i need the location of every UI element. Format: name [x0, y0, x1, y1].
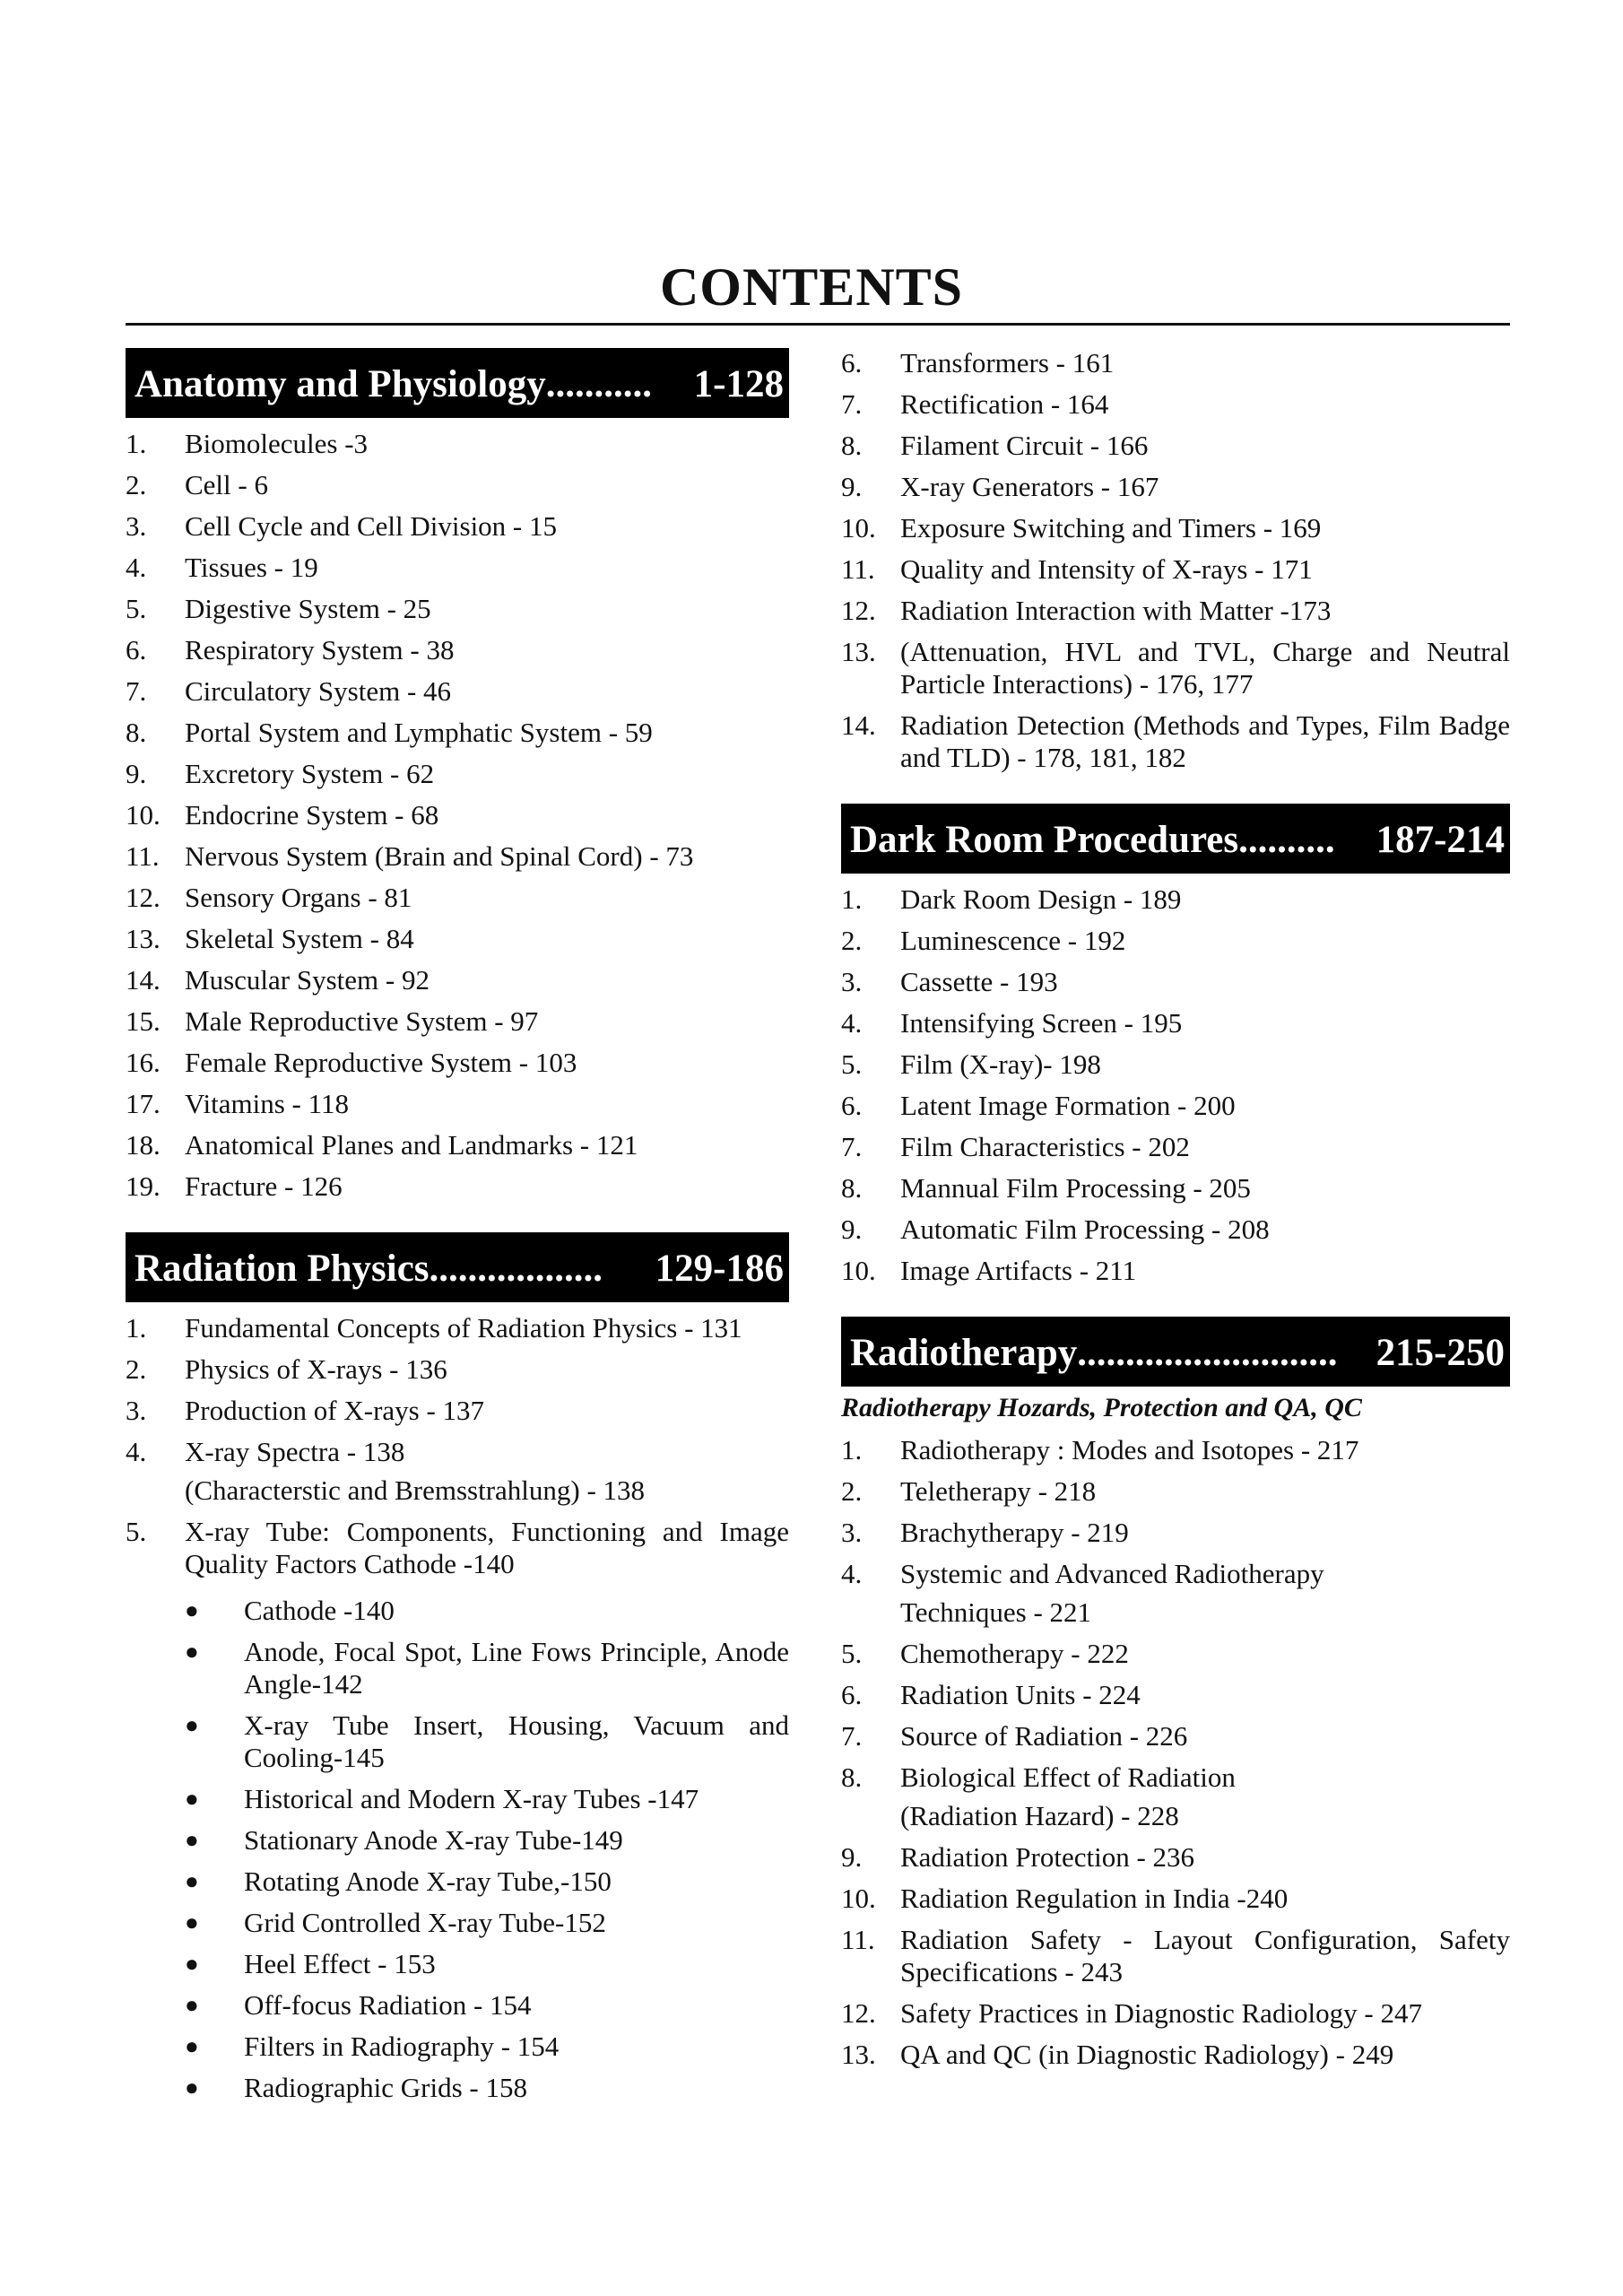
chapter-entry[interactable] — [126, 1511, 789, 1585]
chapter-entry[interactable] — [841, 1471, 1510, 1512]
chapter-entry[interactable] — [126, 547, 789, 588]
chapter-number: 1. — [126, 1312, 147, 1344]
subtopic-entry[interactable] — [126, 1820, 789, 1861]
chapter-list-physics — [126, 1308, 789, 1585]
chapter-number: 5. — [841, 1638, 863, 1669]
subtopic-title: Stationary Anode X-ray Tube-149 — [244, 1824, 623, 1856]
chapter-number: 1. — [126, 428, 147, 459]
section-page-range: 1-128 — [693, 363, 784, 405]
chapter-number: 7. — [841, 1131, 863, 1162]
chapter-entry[interactable] — [126, 836, 789, 877]
chapter-entry[interactable] — [126, 671, 789, 712]
chapter-title: Sensory Organs - 81 — [185, 882, 412, 913]
chapter-entry[interactable] — [841, 1837, 1510, 1878]
subtopic-entry[interactable] — [126, 1590, 789, 1631]
bullet-icon: ● — [185, 1597, 199, 1623]
section-page-range: 215-250 — [1376, 1332, 1505, 1374]
subtopic-title: Anode, Focal Spot, Line Fows Principle, Anode Angle-142 — [244, 1636, 789, 1700]
chapter-entry[interactable] — [126, 1349, 789, 1390]
chapter-title: Mannual Film Processing - 205 — [900, 1172, 1251, 1204]
section-leader-dots: .................. — [429, 1248, 603, 1290]
chapter-title: Quality and Intensity of X-rays - 171 — [900, 553, 1313, 585]
chapter-number: 6. — [841, 1679, 863, 1710]
chapter-number: 10. — [841, 512, 876, 544]
chapter-entry[interactable] — [841, 1993, 1510, 2034]
chapter-entry[interactable] — [126, 1308, 789, 1349]
chapter-entry[interactable] — [841, 1919, 1510, 1993]
chapter-entry[interactable] — [126, 1083, 789, 1125]
subtopic-title: Cathode -140 — [244, 1595, 395, 1626]
subtopic-entry[interactable] — [126, 1705, 789, 1779]
section-header-radiotherapy[interactable] — [841, 1317, 1510, 1387]
subtopic-title: Historical and Modern X-ray Tubes -147 — [244, 1783, 699, 1814]
chapter-number: 3. — [841, 1517, 863, 1548]
chapter-title: Radiotherapy : Modes and Isotopes - 217 — [900, 1434, 1359, 1465]
chapter-title: X-ray Generators - 167 — [900, 471, 1159, 502]
subtopic-entry[interactable] — [126, 1902, 789, 1944]
section-leader-dots: ........................... — [1077, 1332, 1338, 1374]
chapter-number: 7. — [126, 675, 147, 707]
subtopic-entry[interactable] — [126, 2026, 789, 2067]
bullet-list-xray-tube — [126, 1590, 789, 2109]
section-name: Radiation Physics — [135, 1248, 430, 1290]
chapter-number: 8. — [841, 430, 863, 461]
chapter-entry[interactable] — [126, 506, 789, 547]
chapter-list-anatomy — [126, 423, 789, 1207]
chapter-entry-continuation[interactable] — [126, 1473, 789, 1511]
chapter-title: Safety Practices in Diagnostic Radiology - 247 — [900, 1997, 1422, 2029]
chapter-number: 9. — [841, 471, 863, 502]
chapter-entry[interactable] — [841, 508, 1510, 549]
chapter-entry[interactable] — [841, 2034, 1510, 2075]
chapter-title: QA and QC (in Diagnostic Radiology) - 249 — [900, 2039, 1394, 2070]
chapter-number: 14. — [126, 964, 161, 996]
chapter-number: 5. — [841, 1048, 863, 1080]
chapter-list-radiotherapy — [841, 1430, 1510, 2075]
chapter-entry[interactable] — [841, 1126, 1510, 1168]
chapter-number — [841, 1800, 900, 1832]
chapter-number: 9. — [841, 1213, 863, 1245]
chapter-title: Automatic Film Processing - 208 — [900, 1213, 1270, 1245]
chapter-entry[interactable] — [126, 1431, 789, 1473]
chapter-number: 15. — [126, 1005, 161, 1037]
chapter-entry[interactable] — [126, 1125, 789, 1166]
chapter-title: Female Reproductive System - 103 — [185, 1047, 577, 1078]
chapter-entry[interactable] — [126, 960, 789, 1001]
chapter-entry[interactable] — [841, 466, 1510, 508]
chapter-title: Nervous System (Brain and Spinal Cord) - 73 — [185, 840, 694, 872]
chapter-title: Biomolecules -3 — [185, 428, 369, 459]
chapter-number: 13. — [126, 923, 161, 954]
chapter-entry[interactable] — [841, 425, 1510, 466]
subtopic-entry[interactable] — [126, 2067, 789, 2109]
chapter-title: Radiation Regulation in India -240 — [900, 1883, 1289, 1914]
chapter-title: Fracture - 126 — [185, 1170, 343, 1202]
chapter-number: 7. — [841, 388, 863, 420]
chapter-number: 2. — [841, 925, 863, 956]
chapter-number: 4. — [841, 1007, 863, 1039]
chapter-title: Systemic and Advanced Radiotherapy — [900, 1558, 1324, 1589]
chapter-number: 8. — [126, 717, 147, 748]
chapter-number: 6. — [841, 347, 863, 378]
chapter-entry[interactable] — [841, 384, 1510, 425]
bullet-icon: ● — [185, 1909, 199, 1935]
section-leader-dots: ........... — [545, 363, 652, 405]
chapter-number: 13. — [841, 2039, 876, 2070]
chapter-list-darkroom — [841, 879, 1510, 1292]
chapter-title: Chemotherapy - 222 — [900, 1638, 1129, 1669]
chapter-entry[interactable] — [841, 961, 1510, 1003]
chapter-title: Biological Effect of Radiation — [900, 1761, 1236, 1793]
chapter-title: Respiratory System - 38 — [185, 634, 455, 665]
chapter-number: 13. — [841, 636, 876, 667]
chapter-entry[interactable] — [841, 549, 1510, 590]
chapter-entry[interactable] — [126, 712, 789, 753]
subtopic-title: X-ray Tube Insert, Housing, Vacuum and Cooling-145 — [244, 1709, 789, 1773]
chapter-number: 9. — [841, 1841, 863, 1873]
chapter-number — [126, 1474, 185, 1507]
chapter-entry[interactable] — [841, 705, 1510, 778]
chapter-title: Rectification - 164 — [900, 388, 1109, 420]
chapter-title: Vitamins - 118 — [185, 1088, 349, 1119]
chapter-number: 10. — [841, 1255, 876, 1286]
subtopic-title: Heel Effect - 153 — [244, 1948, 436, 1979]
chapter-title: Film Characteristics - 202 — [900, 1131, 1190, 1162]
chapter-title: Film (X-ray)- 198 — [900, 1048, 1101, 1080]
chapter-entry[interactable] — [841, 1430, 1510, 1471]
section-name: Dark Room Procedures — [850, 819, 1239, 861]
chapter-title: Radiation Interaction with Matter -173 — [900, 595, 1332, 626]
chapter-number: 2. — [841, 1475, 863, 1507]
chapter-title: (Attenuation, HVL and TVL, Charge and Neutral Particle Interactions) - 176, 177 — [900, 636, 1510, 700]
subtopic-entry[interactable] — [126, 1861, 789, 1902]
chapter-number: 6. — [126, 634, 147, 665]
chapter-number: 5. — [126, 1516, 147, 1547]
chapter-title: Filament Circuit - 166 — [900, 430, 1149, 461]
chapter-title: Excretory System - 62 — [185, 758, 435, 789]
section-subtitle: Radiotherapy Hozards, Protection and QA, QC — [841, 1393, 1362, 1422]
chapter-entry[interactable] — [126, 1390, 789, 1431]
section-page-range: 129-186 — [655, 1248, 784, 1290]
chapter-number: 4. — [841, 1558, 863, 1589]
chapter-entry[interactable] — [841, 1716, 1510, 1757]
chapter-number: 9. — [126, 758, 147, 789]
chapter-title: Anatomical Planes and Landmarks - 121 — [185, 1129, 638, 1161]
chapter-title: Muscular System - 92 — [185, 964, 430, 996]
bullet-icon: ● — [185, 1639, 199, 1665]
chapter-title: X-ray Spectra - 138 — [185, 1436, 405, 1467]
chapter-number: 6. — [841, 1090, 863, 1121]
section-leader-dots: .......... — [1238, 819, 1335, 861]
section-name: Anatomy and Physiology — [135, 363, 546, 405]
bullet-icon: ● — [185, 2033, 199, 2059]
bullet-icon: ● — [185, 1827, 199, 1853]
chapter-title: Cassette - 193 — [900, 966, 1058, 997]
chapter-entry[interactable] — [126, 877, 789, 918]
chapter-entry[interactable] — [126, 918, 789, 960]
subtopic-title: Grid Controlled X-ray Tube-152 — [244, 1907, 606, 1938]
chapter-entry[interactable] — [126, 465, 789, 506]
chapter-title: Radiation Units - 224 — [900, 1679, 1141, 1710]
chapter-number: 19. — [126, 1170, 161, 1202]
section-header-darkroom[interactable] — [841, 804, 1510, 874]
chapter-title: Dark Room Design - 189 — [900, 883, 1182, 915]
bullet-icon: ● — [185, 1992, 199, 2018]
chapter-number: 2. — [126, 469, 147, 500]
chapter-entry[interactable] — [841, 590, 1510, 631]
chapter-title: Circulatory System - 46 — [185, 675, 452, 707]
chapter-title: Fundamental Concepts of Radiation Physics - 131 — [185, 1312, 742, 1344]
chapter-title: Physics of X-rays - 136 — [185, 1353, 447, 1385]
chapter-number: 14. — [841, 709, 876, 741]
chapter-entry[interactable] — [841, 1168, 1510, 1209]
chapter-entry[interactable] — [841, 1674, 1510, 1716]
chapter-entry[interactable] — [841, 1878, 1510, 1919]
chapter-number: 3. — [126, 510, 147, 542]
chapter-title: Portal System and Lymphatic System - 59 — [185, 717, 653, 748]
chapter-title: Radiation Safety - Layout Configuration, Safety Specifications - 243 — [900, 1924, 1510, 1987]
bullet-icon: ● — [185, 1712, 199, 1738]
bullet-icon: ● — [185, 1786, 199, 1812]
page-title: CONTENTS — [659, 257, 964, 317]
chapter-title: Radiation Protection - 236 — [900, 1841, 1195, 1873]
chapter-number: 8. — [841, 1172, 863, 1204]
chapter-title: Teletherapy - 218 — [900, 1475, 1097, 1507]
chapter-title: Latent Image Formation - 200 — [900, 1090, 1236, 1121]
chapter-entry[interactable] — [841, 1512, 1510, 1553]
chapter-title: Exposure Switching and Timers - 169 — [900, 512, 1322, 544]
chapter-entry-continuation[interactable] — [841, 1595, 1510, 1633]
chapter-entry[interactable] — [126, 1042, 789, 1083]
section-name: Radiotherapy — [850, 1332, 1078, 1374]
chapter-title: Cell - 6 — [185, 469, 268, 500]
subtopic-entry[interactable] — [126, 1944, 789, 1985]
chapter-title: Production of X-rays - 137 — [185, 1395, 485, 1426]
chapter-number: 7. — [841, 1720, 863, 1752]
chapter-entry[interactable] — [126, 753, 789, 795]
chapter-number: 4. — [126, 552, 147, 583]
section-header-physics[interactable] — [126, 1232, 789, 1302]
chapter-title: Tissues - 19 — [185, 552, 318, 583]
chapter-number: 12. — [841, 595, 876, 626]
chapter-title: Techniques - 221 — [900, 1596, 1092, 1628]
chapter-title: Radiation Detection (Methods and Types, Film Badge and TLD) - 178, 181, 182 — [900, 709, 1510, 773]
chapter-number: 5. — [126, 593, 147, 624]
chapter-list-physics-continued — [841, 343, 1510, 778]
chapter-title: X-ray Tube: Components, Functioning and Image Quality Factors Cathode -140 — [185, 1516, 789, 1579]
chapter-number — [841, 1596, 900, 1629]
chapter-number: 10. — [126, 799, 161, 831]
bullet-icon: ● — [185, 2074, 199, 2100]
chapter-entry[interactable] — [126, 588, 789, 630]
chapter-number: 11. — [841, 553, 875, 585]
left-column — [126, 348, 789, 2109]
chapter-entry[interactable] — [841, 1003, 1510, 1044]
chapter-entry[interactable] — [841, 631, 1510, 705]
subtopic-title: Off-focus Radiation - 154 — [244, 1989, 532, 2021]
chapter-entry[interactable] — [841, 1085, 1510, 1126]
chapter-title: (Radiation Hazard) - 228 — [900, 1800, 1179, 1831]
subtopic-title: Rotating Anode X-ray Tube,-150 — [244, 1866, 612, 1897]
chapter-number: 17. — [126, 1088, 161, 1119]
chapter-number: 10. — [841, 1883, 876, 1914]
chapter-entry[interactable] — [841, 1044, 1510, 1085]
chapter-number: 11. — [126, 840, 160, 872]
right-column — [841, 348, 1510, 2075]
chapter-title: Transformers - 161 — [900, 347, 1115, 378]
chapter-title: Brachytherapy - 219 — [900, 1517, 1129, 1548]
chapter-number: 3. — [841, 966, 863, 997]
title-divider — [126, 323, 1510, 326]
chapter-number: 2. — [126, 1353, 147, 1385]
chapter-number: 18. — [126, 1129, 161, 1161]
chapter-entry[interactable] — [126, 423, 789, 465]
chapter-entry[interactable] — [126, 1001, 789, 1042]
chapter-entry[interactable] — [126, 1166, 789, 1207]
subtopic-entry[interactable] — [126, 1779, 789, 1820]
chapter-entry[interactable] — [841, 1633, 1510, 1674]
chapter-entry[interactable] — [841, 879, 1510, 920]
chapter-number: 1. — [841, 1434, 863, 1465]
chapter-title: Cell Cycle and Cell Division - 15 — [185, 510, 558, 542]
chapter-title: Luminescence - 192 — [900, 925, 1126, 956]
subtopic-title: Filters in Radiography - 154 — [244, 2031, 560, 2062]
chapter-title: Male Reproductive System - 97 — [185, 1005, 539, 1037]
subtopic-title: Radiographic Grids - 158 — [244, 2072, 527, 2103]
chapter-entry[interactable] — [841, 1553, 1510, 1595]
chapter-number: 16. — [126, 1047, 161, 1078]
chapter-entry[interactable] — [126, 795, 789, 836]
section-header-anatomy[interactable] — [126, 348, 789, 418]
chapter-entry[interactable] — [841, 343, 1510, 384]
chapter-entry[interactable] — [126, 630, 789, 671]
section-page-range: 187-214 — [1376, 819, 1505, 861]
subtopic-entry[interactable] — [126, 1985, 789, 2026]
chapter-entry[interactable] — [841, 1757, 1510, 1798]
chapter-number: 11. — [841, 1924, 875, 1955]
chapter-title: Intensifying Screen - 195 — [900, 1007, 1183, 1039]
chapter-title: Image Artifacts - 211 — [900, 1255, 1137, 1286]
chapter-number: 12. — [841, 1997, 876, 2029]
subtopic-entry[interactable] — [126, 1631, 789, 1705]
chapter-entry[interactable] — [841, 1250, 1510, 1292]
bullet-icon: ● — [185, 1868, 199, 1894]
chapter-number: 1. — [841, 883, 863, 915]
chapter-entry-continuation[interactable] — [841, 1798, 1510, 1837]
bullet-icon: ● — [185, 1951, 199, 1977]
chapter-title: Source of Radiation - 226 — [900, 1720, 1188, 1752]
chapter-title: (Characterstic and Bremsstrahlung) - 138 — [185, 1474, 646, 1506]
chapter-title: Skeletal System - 84 — [185, 923, 414, 954]
chapter-entry[interactable] — [841, 920, 1510, 961]
chapter-number: 3. — [126, 1395, 147, 1426]
chapter-entry[interactable] — [841, 1209, 1510, 1250]
chapter-number: 12. — [126, 882, 161, 913]
chapter-title: Endocrine System - 68 — [185, 799, 439, 831]
chapter-title: Digestive System - 25 — [185, 593, 431, 624]
chapter-number: 4. — [126, 1436, 147, 1467]
chapter-number: 8. — [841, 1761, 863, 1793]
